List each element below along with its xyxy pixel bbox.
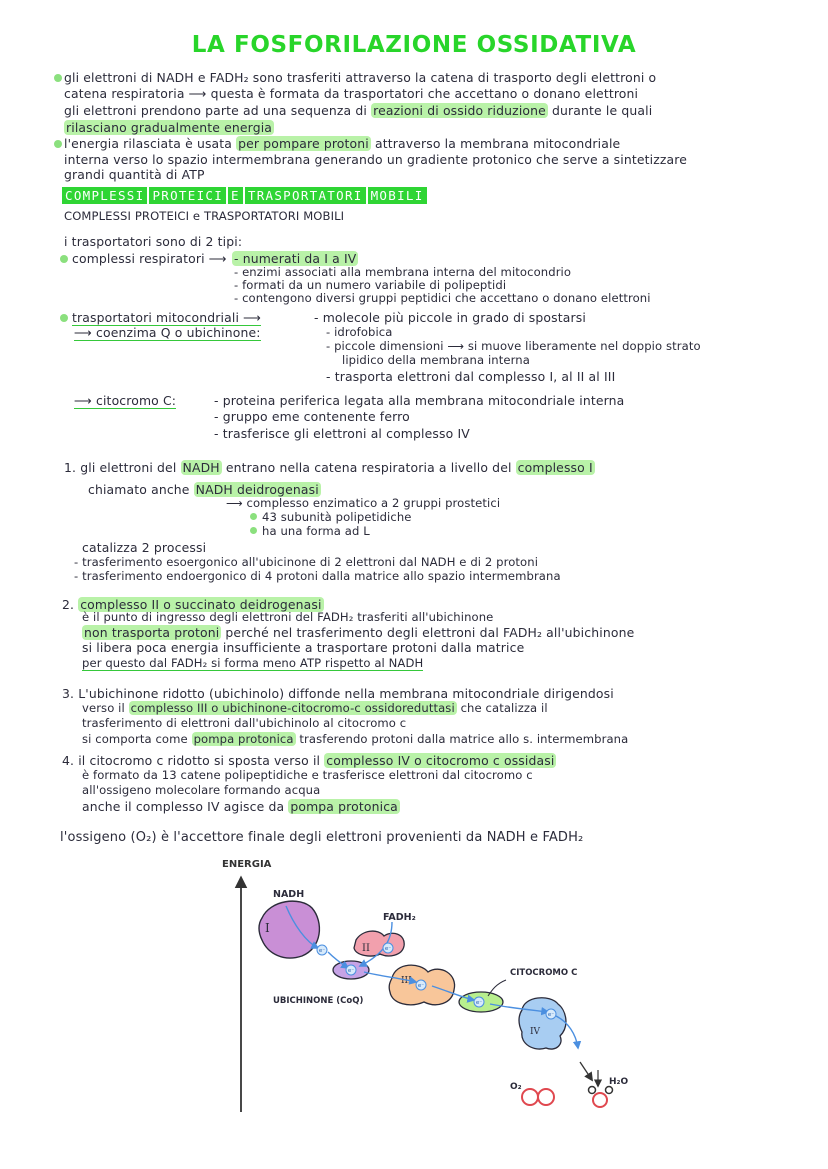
banner-word: PROTEICI [149,187,226,204]
complex-3-label: III [401,976,412,986]
step4-line-2: è formato da 13 catene polipeptidiche e trasferisce elettroni dal citocromo c [82,768,533,782]
step4-also: anche il complesso IV agisce da [82,799,285,814]
o2-label: O₂ [510,1082,522,1092]
banner-word: MOBILI [368,187,427,204]
step3-behaves: si comporta come [82,732,188,746]
energy-axis-label: ENERGIA [222,859,272,870]
complex-1-label: I [265,921,270,935]
coq-label-text: ⟶ coenzima Q o ubichinone: [74,325,261,340]
electron-label: e⁻ [318,948,326,954]
h2o-label: H₂O [609,1077,629,1087]
oxygen-atom [522,1089,538,1105]
step3-catalyzes: che catalizza il [460,701,548,715]
highlight-numbered: - numerati da I a IV [234,251,357,266]
electron-label: e⁻ [417,983,425,989]
water-hydrogen-atom [606,1087,613,1094]
step3-line-1: 3. L'ubichinone ridotto (ubichinolo) diffonde nella membrana mitocondriale dirigendosi [62,686,614,701]
highlight-proton-pump: pompa protonica [193,732,294,746]
highlight-complex1: complesso I [517,460,593,475]
step1-bullet-1: ⟶ complesso enzimatico a 2 gruppi prostetici [226,496,501,510]
step1-a: 1. gli elettroni del [64,460,177,475]
intro-line-3-a: gli elettroni prendono parte ad una sequenza di [64,103,367,118]
intro-line-7: grandi quantità di ATP [64,167,205,182]
step2-line-4: si libera poca energia insufficiente a trasportare protoni dalla matrice [82,640,525,655]
step3-toward: verso il [82,701,125,715]
intro-line-3-c: durante le quali [552,103,653,118]
conclusion: l'ossigeno (O₂) è l'accettore finale degli elettroni provenienti da NADH e FADH₂ [60,830,584,845]
intro-line-5-a: l'energia rilasciata è usata [64,136,233,151]
oxygen-to-water-arrow [580,1062,592,1080]
fadh2-label: FADH₂ [383,912,416,923]
step2-line-3-b: perché nel trasferimento degli elettroni dal FADH₂ all'ubichinone [225,625,635,640]
resp-item-3: - formati da un numero variabile di polipeptidi [234,278,507,292]
highlight-no-protons: non trasporta protoni [84,625,220,640]
electron-label: e⁻ [384,946,392,952]
page-title: LA FOSFORILAZIONE OSSIDATIVA [191,32,637,58]
complex-4-label: IV [530,1027,541,1037]
mito-label-text: trasportatori mitocondriali ⟶ [72,310,262,325]
intro-line-5-c: attraverso la membrana mitocondriale [374,136,621,151]
highlight-pump-4: pompa protonica [290,799,398,814]
banner-word: TRASPORTATORI [245,187,366,204]
cyt-item-2: - gruppo eme contenente ferro [214,409,410,424]
intro-line-2: catena respiratoria ⟶ questa è formata da trasportatori che accettano o donano elettroni [64,86,639,101]
banner-word: E [228,187,243,204]
electron-label: e⁻ [547,1012,555,1018]
highlight-redox: reazioni di ossido riduzione [373,103,546,118]
highlight-nadh-dh: NADH deidrogenasi [195,482,319,497]
highlight-energy: rilasciano gradualmente energia [66,120,273,135]
step4-line-3: all'ossigeno molecolare formando acqua [82,783,321,797]
step1-c: entrano nella catena respiratoria a livello del [225,460,512,475]
intro-line-6: interna verso lo spazio intermembrana generando un gradiente protonico che serve a sintetizzare [64,152,688,167]
mito-desc: - molecole più piccole in grado di spostarsi [314,310,586,325]
nadh-label: NADH [273,889,305,900]
coq-item-4: - trasporta elettroni dal complesso I, al II al III [326,369,616,384]
resp-item-4: - contengono diversi gruppi peptidici che accettano o donano elettroni [234,291,651,305]
step1-catalyzes: catalizza 2 processi [82,540,207,555]
complex-2-label: II [362,943,370,954]
types-line: i trasportatori sono di 2 tipi: [64,234,243,249]
step1-process-1: - trasferimento esoergonico all'ubicinone di 2 elettroni dal NADH e di 2 protoni [74,555,539,569]
step1-bullet-3: ha una forma ad L [262,524,370,538]
highlight-nadh: NADH [182,460,220,475]
cyt-label-text: ⟶ citocromo C: [74,393,177,408]
complex-4-shape [519,998,566,1049]
step3-transferring: trasferendo protoni dalla matrice allo s. intermembrana [299,732,629,746]
step4-a: 4. il citocromo c ridotto si sposta verso il [62,753,321,768]
resp-item-2: - enzimi associati alla membrana interna del mitocondrio [234,265,572,279]
oxygen-atom [538,1089,554,1105]
step2-line-5-text: per questo dal FADH₂ si forma meno ATP rispetto al NADH [82,656,424,670]
coq-item-2: - piccole dimensioni ⟶ si muove liberamente nel doppio strato [326,339,701,353]
intro-line-1: gli elettroni di NADH e FADH₂ sono trasferiti attraverso la catena di trasporto degli elettroni o [64,70,657,85]
step3-line-3: trasferimento di elettroni dall'ubichinolo al citocromo c [82,716,407,730]
step1-called: chiamato anche [88,482,190,497]
section-heading: COMPLESSI PROTEICI e TRASPORTATORI MOBILI [64,209,345,223]
water-oxygen-atom [593,1093,607,1107]
highlight-complex3: complesso III o ubichinone-citocromo-c ossidoreduttasi [130,701,455,715]
highlight-complex4: complesso IV o citocromo c ossidasi [326,753,555,768]
step2-number: 2. [62,597,75,612]
highlight-pump: per pompare protoni [238,136,369,151]
coq-label: UBICHINONE (CoQ) [273,996,364,1006]
highlight-complex2: complesso II o succinato deidrogenasi [80,597,322,612]
banner-word: COMPLESSI [62,187,147,204]
cyt-item-1: - proteina periferica legata alla membrana mitocondriale interna [214,393,625,408]
coq-item-1: - idrofobica [326,325,393,339]
electron-label: e⁻ [347,968,355,974]
coq-item-3: lipidico della membrana interna [342,353,530,367]
step1-bullet-2: 43 subunità polipetidiche [262,510,412,524]
step2-line-2: è il punto di ingresso degli elettroni del FADH₂ trasferiti all'ubichinone [82,610,494,624]
resp-label: complessi respiratori ⟶ [72,251,227,266]
step1-process-2: - trasferimento endoergonico di 4 protoni dalla matrice allo spazio intermembrana [74,569,561,583]
water-hydrogen-atom [589,1087,596,1094]
cytochrome-c-label: CITOCROMO C [510,968,578,978]
electron-label: e⁻ [475,1000,483,1006]
cyt-item-3: - trasferisce gli elettroni al complesso IV [214,426,470,441]
